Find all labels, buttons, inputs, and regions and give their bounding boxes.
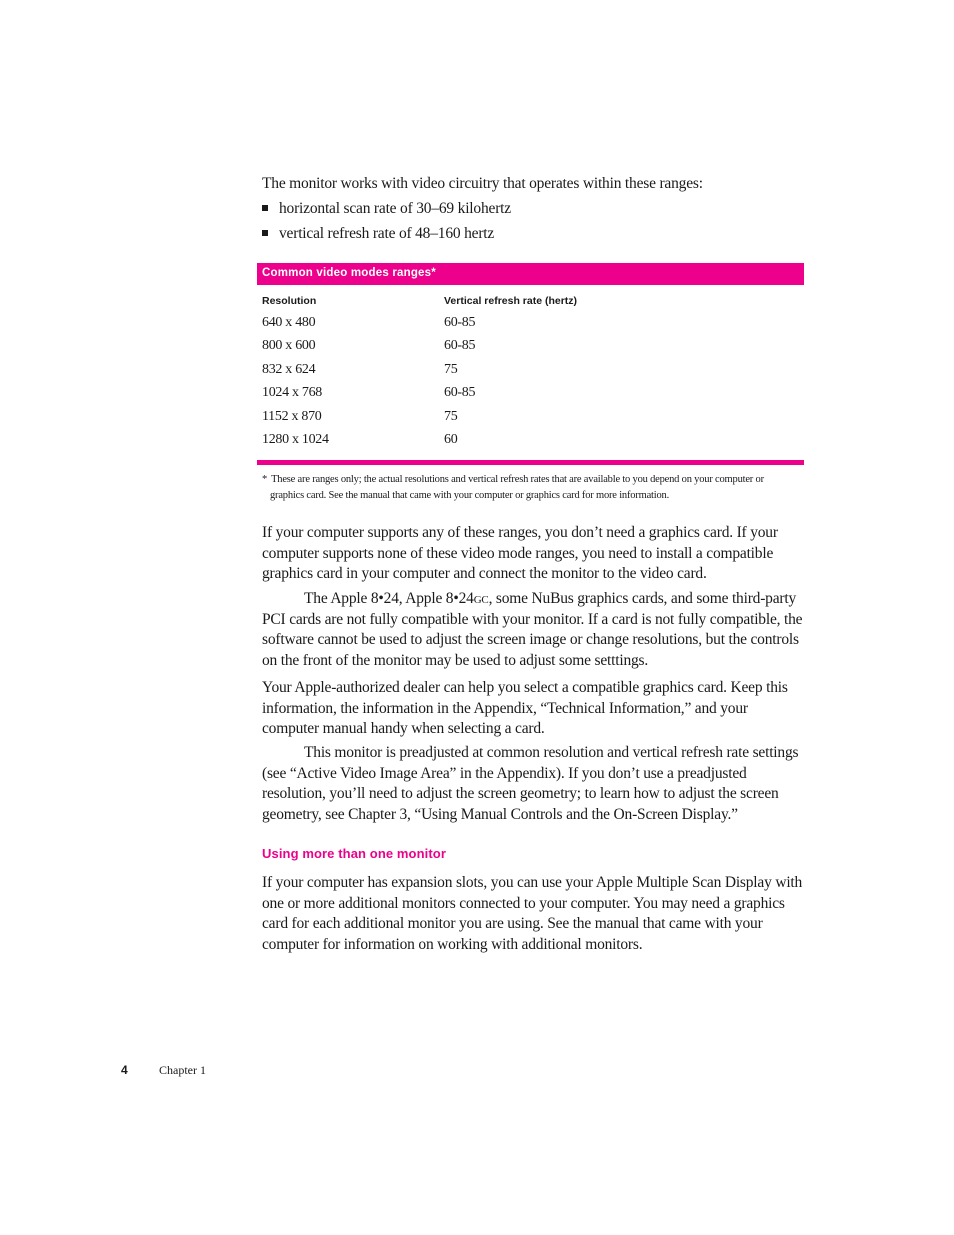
table-cell-resolution: 1152 x 870 — [262, 409, 322, 424]
section-heading: Using more than one monitor — [262, 846, 446, 861]
paragraph-preadjusted: This monitor is preadjusted at common resolution and vertical refresh rate settings (see “Active Video Image Area” in the Appendix). If you don’t use a preadjusted resolution, you’ll need to adjust the screen geometry; to learn how to adjust the screen geometry, see Chapter 3, “Using Manual Controls and the On-Screen Display.” — [262, 744, 799, 823]
table-cell-refresh: 75 — [444, 409, 458, 424]
table-footnote — [262, 472, 802, 504]
table-cell-refresh: 60-85 — [444, 338, 476, 353]
table-cell-refresh: 75 — [444, 362, 458, 377]
chapter-label: Chapter 1 — [159, 1063, 206, 1077]
table-cell-refresh: 60-85 — [444, 315, 476, 330]
paragraph-graphics-card: If your computer supports any of these ranges, you don’t need a graphics card. If your computer supports none of these video mode ranges, you need to install a compatible graphics card in your computer and connect the monitor to the video card. — [262, 524, 778, 582]
column-header-resolution: Resolution — [262, 295, 317, 307]
bullet-item — [262, 224, 802, 245]
table-cell-resolution: 800 x 600 — [262, 338, 316, 353]
footnote-line-2: graphics card. See the manual that came with your computer or graphics card for more information. — [270, 490, 669, 501]
footnote-line-1: These are ranges only; the actual resolutions and vertical refresh rates that are available to you depend on your computer or — [271, 474, 764, 485]
paragraph-dealer: Your Apple-authorized dealer can help you select a compatible graphics card. Keep this information, the information in the Appendix, “Technical Information,” and your computer manual handy when selecting a card. — [262, 679, 788, 737]
bullet-text: vertical refresh rate of 48–160 hertz — [279, 225, 495, 242]
table-cell-refresh: 60 — [444, 432, 458, 447]
intro-text: The monitor works with video circuitry that operates within these ranges: — [262, 175, 703, 192]
bullet-item — [262, 199, 802, 220]
bullet-square-icon — [262, 230, 268, 236]
bullet-text: horizontal scan rate of 30–69 kilohertz — [279, 200, 511, 217]
gc-suffix: gc — [473, 590, 489, 607]
paragraph-multiple-monitors: If your computer has expansion slots, you can use your Apple Multiple Scan Display with one or more additional monitors connected to your computer. You may need a graphics card for each additional monitor you are using. See the manual that came with your computer for information on working with additional monitors. — [262, 874, 803, 953]
column-header-refresh: Vertical refresh rate (hertz) — [444, 295, 578, 307]
table-cell-resolution: 832 x 624 — [262, 362, 316, 377]
page-number: 4 — [121, 1063, 128, 1077]
bullet-square-icon — [262, 205, 268, 211]
table-cell-resolution: 1280 x 1024 — [262, 432, 329, 447]
table-cell-resolution: 640 x 480 — [262, 315, 316, 330]
paragraph-compatibility-start: The Apple 8•24, Apple 8•24 — [304, 590, 474, 607]
paragraph-compatibility — [262, 589, 807, 671]
table-title-bar — [257, 263, 804, 285]
table-bottom-rule — [257, 460, 804, 465]
paragraph-compatibility-rest: , some NuBus graphics cards, and some third-party PCI cards are not fully compatible with your monitor. If a card is not fully compatible, the software cannot be used to adjust the screen image or change resolutions, but the controls on the front of the monitor may be used to adjust some setttings. — [262, 590, 803, 669]
table-cell-resolution: 1024 x 768 — [262, 385, 323, 400]
table-title: Common video modes ranges* — [262, 267, 436, 279]
footnote-marker: * — [262, 474, 268, 485]
table-cell-refresh: 60-85 — [444, 385, 476, 400]
